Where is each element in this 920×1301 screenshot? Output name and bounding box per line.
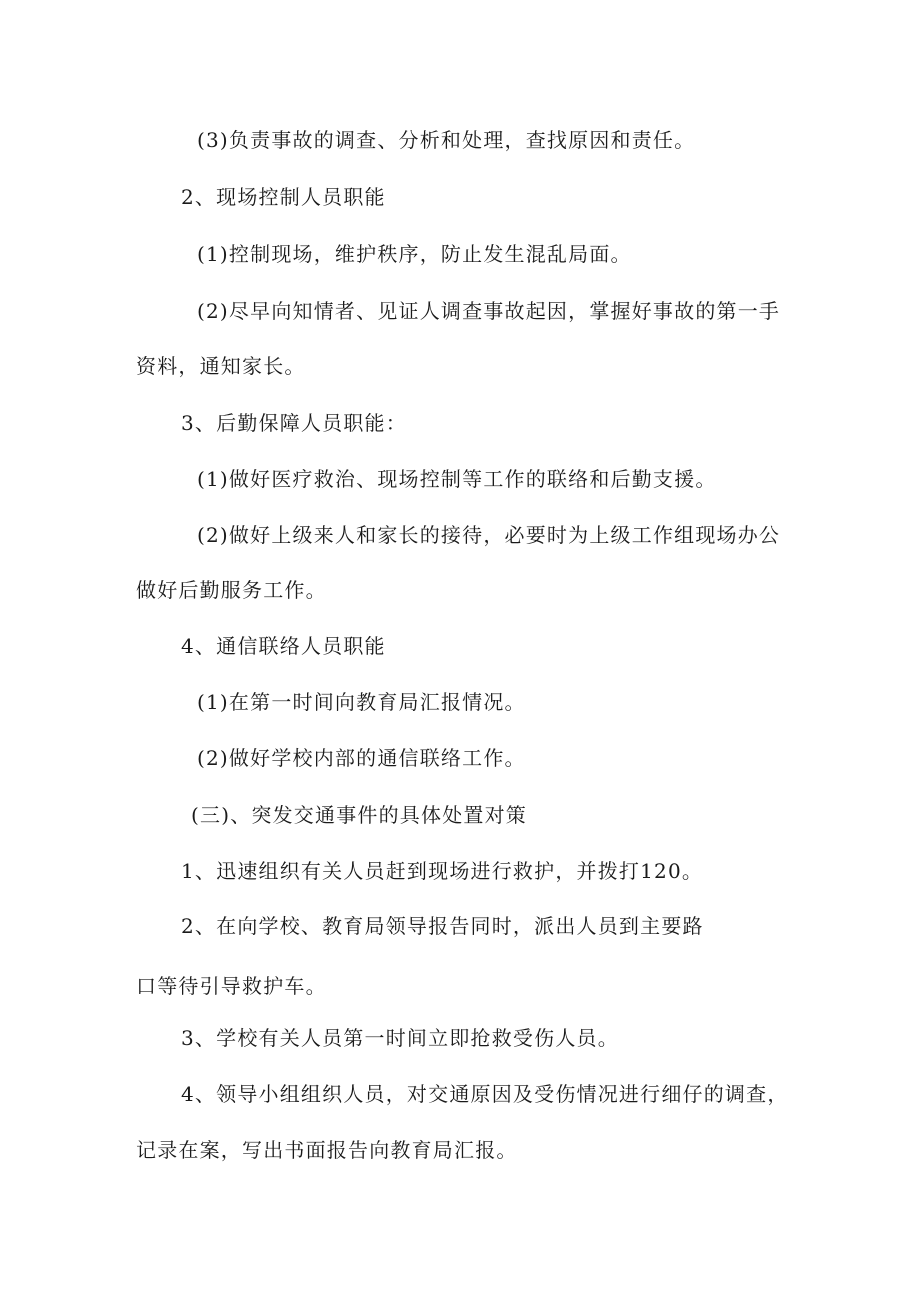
paragraph-line: (3)负责事故的调查、分析和处理，查找原因和责任。 (197, 128, 696, 152)
paragraph-line: 做好后勤服务工作。 (136, 578, 327, 602)
paragraph-line: 1、迅速组织有关人员赶到现场进行救护，并拨打120。 (181, 859, 704, 883)
paragraph-line: (2)尽早向知情者、见证人调查事故起因，掌握好事故的第一手 (197, 299, 781, 323)
paragraph-line: 4、领导小组组织人员，对交通原因及受伤情况进行细仔的调查， (181, 1082, 789, 1106)
paragraph-line: 3、学校有关人员第一时间立即抢救受伤人员。 (181, 1026, 619, 1050)
paragraph-line: 2、在向学校、教育局领导报告同时，派出人员到主要路 (181, 914, 704, 938)
paragraph-line: (2)做好学校内部的通信联络工作。 (197, 746, 526, 770)
paragraph-line: (1)控制现场，维护秩序，防止发生混乱局面。 (197, 242, 632, 266)
section-heading: 4、通信联络人员职能 (181, 634, 386, 658)
section-heading: 3、后勤保障人员职能： (181, 411, 407, 435)
section-heading: 2、现场控制人员职能 (181, 185, 386, 209)
paragraph-line: 口等待引导救护车。 (136, 974, 327, 998)
paragraph-line: (1)做好医疗救治、现场控制等工作的联络和后勤支援。 (197, 467, 717, 491)
paragraph-line: (1)在第一时间向教育局汇报情况。 (197, 690, 526, 714)
subsection-heading: (三)、突发交通事件的具体处置对策 (191, 803, 528, 827)
paragraph-line: 记录在案，写出书面报告向教育局汇报。 (136, 1138, 518, 1162)
paragraph-line: 资料，通知家长。 (136, 354, 306, 378)
paragraph-line: (2)做好上级来人和家长的接待，必要时为上级工作组现场办公 (197, 523, 781, 547)
